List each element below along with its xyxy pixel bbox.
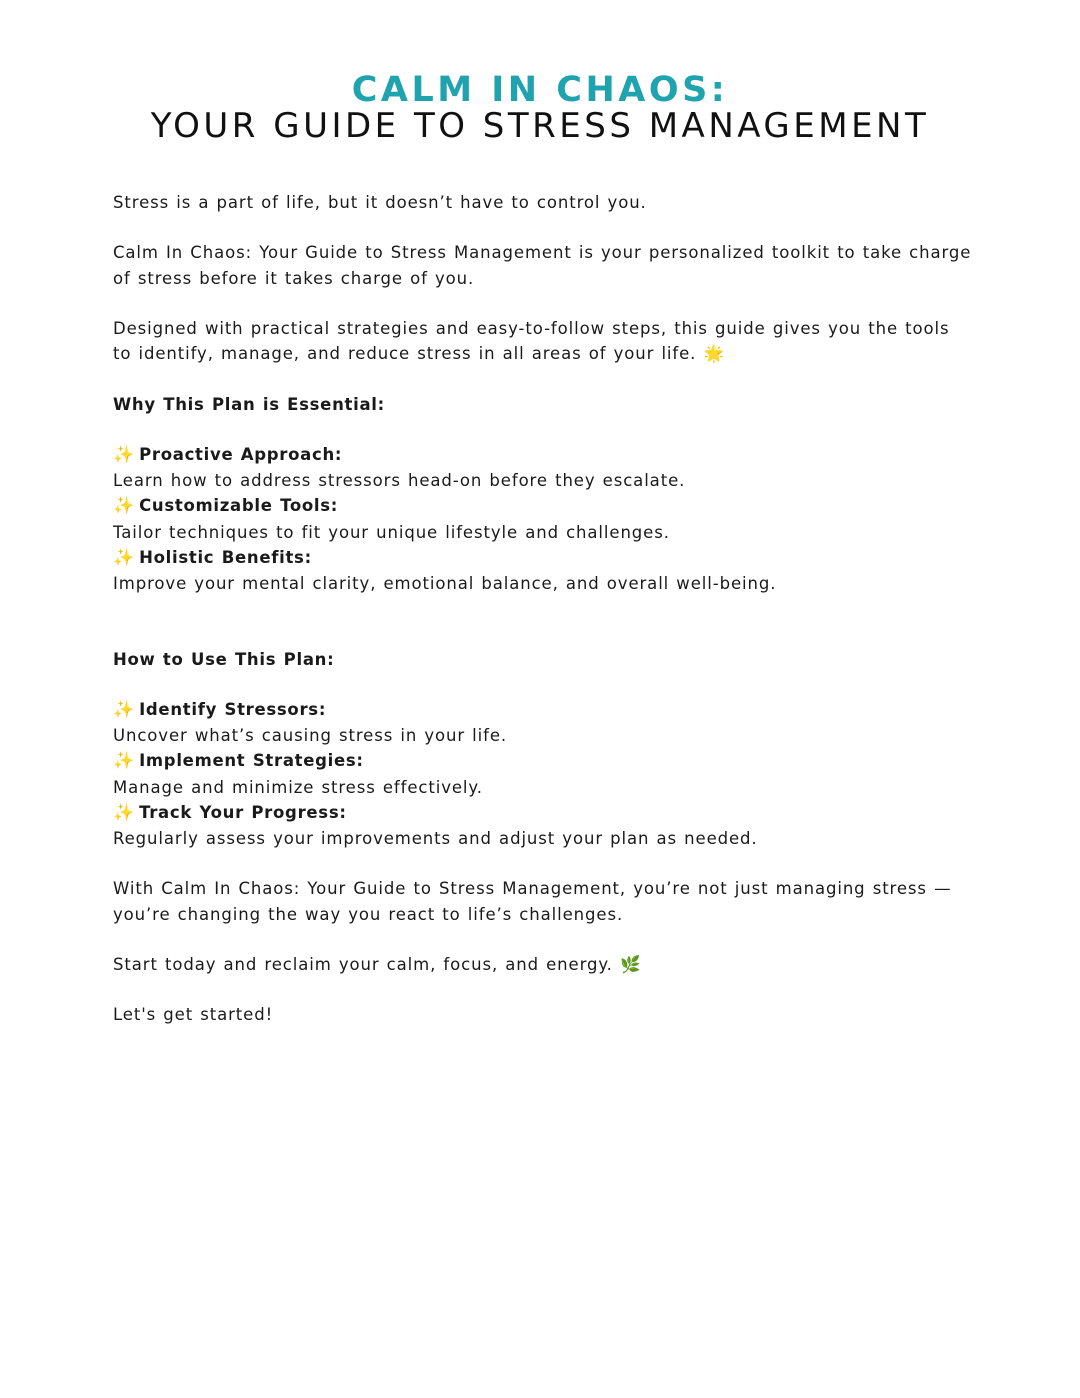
- why-item-desc: Learn how to address stressors head-on before they escalate.: [113, 471, 686, 491]
- why-list: [113, 442, 973, 596]
- herb-leaf-icon: 🌿: [619, 954, 642, 974]
- why-item-desc: Tailor techniques to fit your unique lifestyle and challenges.: [113, 522, 670, 542]
- why-item-title: ✨ Holistic Benefits:: [113, 545, 973, 571]
- how-heading: How to Use This Plan:: [113, 649, 335, 669]
- closing-line-2: [113, 952, 973, 977]
- why-item-title: ✨ Customizable Tools:: [113, 493, 973, 519]
- how-item-title: ✨ Track Your Progress:: [113, 800, 973, 826]
- how-item-title: ✨ Identify Stressors:: [113, 697, 973, 723]
- sparkles-icon: ✨: [113, 699, 136, 720]
- why-item-desc: Improve your mental clarity, emotional balance, and overall well-being.: [113, 573, 777, 593]
- intro-line-2: Calm In Chaos: Your Guide to Stress Management is your personalized toolkit to take charge of stress before it takes charge of you.: [113, 243, 972, 288]
- title-accent: CALM IN CHAOS:: [351, 70, 729, 110]
- sparkles-icon: ✨: [113, 547, 136, 568]
- why-item-title: ✨ Proactive Approach:: [113, 442, 973, 468]
- page-title: [0, 70, 1080, 144]
- closing-line-3: Let's get started!: [113, 1005, 274, 1025]
- how-item-title: ✨ Implement Strategies:: [113, 748, 973, 774]
- sparkles-icon: ✨: [113, 751, 136, 772]
- how-item-desc: Regularly assess your improvements and adjust your plan as needed.: [113, 828, 758, 848]
- intro-line-3-text: Designed with practical strategies and easy-to-follow steps, this guide gives you the tools to identify, manage, and reduce stress in all areas of your life.: [113, 318, 950, 364]
- closing-line-1: With Calm In Chaos: Your Guide to Stress Management, you’re not just managing stress —you’re changing the way you react to life’s challenges.: [113, 879, 952, 924]
- how-list: [113, 697, 973, 851]
- how-item-desc: Manage and minimize stress effectively.: [113, 777, 483, 797]
- closing-line-2-text: Start today and reclaim your calm, focus, and energy.: [113, 954, 613, 974]
- sparkles-icon: ✨: [113, 444, 136, 465]
- why-heading: Why This Plan is Essential:: [113, 394, 385, 414]
- sparkles-icon: ✨: [113, 802, 136, 823]
- intro-line-1: Stress is a part of life, but it doesn’t have to control you.: [113, 193, 647, 212]
- how-item-desc: Uncover what’s causing stress in your life.: [113, 726, 508, 746]
- glowing-star-icon: 🌟: [703, 344, 725, 364]
- document-body: [113, 190, 973, 1028]
- title-main: YOUR GUIDE TO STRESS MANAGEMENT: [150, 106, 930, 146]
- sparkles-icon: ✨: [113, 496, 136, 517]
- intro-line-3: [113, 316, 973, 366]
